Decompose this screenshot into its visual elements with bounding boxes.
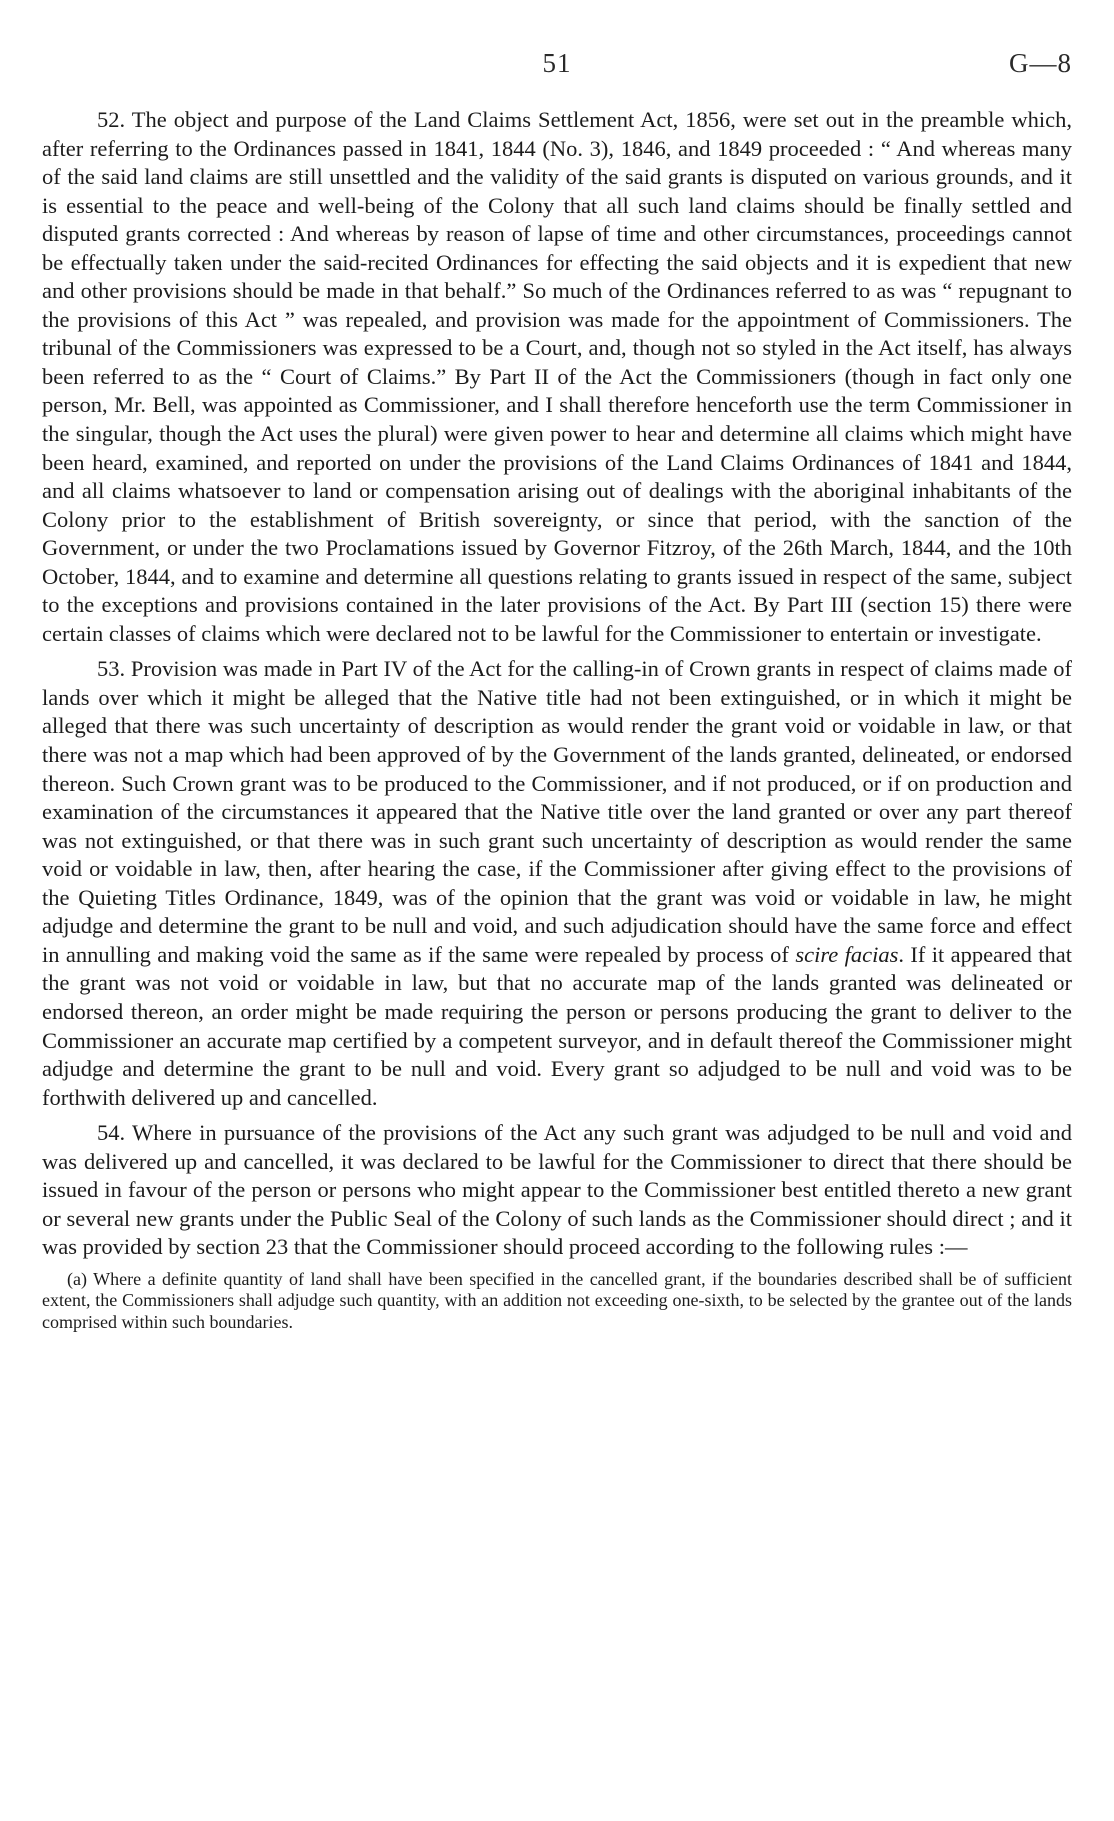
page-header xyxy=(42,48,1072,92)
paragraph-53-text-after: . If it appeared that the grant was not void or voidable in law, but that no accurate map of the lands granted was delineated or endorsed thereon, an order might be made requiring the person or persons producing the grant to deliver to the Commissioner an accurate map certified by a competent surveyor, and in default thereof the Commissioner might adjudge and determine the grant to be null and void. Every grant so adjudged to be null and void was to be forthwith delivered up and cancelled. xyxy=(42,941,1072,1110)
paragraph-53-text-before: 53. Provision was made in Part IV of the Act for the calling-in of Crown grants in respect of claims made of lands over which it might be alleged that the Native title had not been extinguished, or in which it might be alleged that there was such uncertainty of description as would render the grant void or voidable in law, or that there was not a map which had been approved of by the Government of the lands granted, delineated, or endorsed thereon. Such Crown grant was to be produced to the Commissioner, and if not produced, or if on production and examination of the circumstances it appeared that the Native title over the land granted or over any part thereof was not extinguished, or that there was in such grant such uncertainty of description as would render the same void or voidable in law, then, after hearing the case, if the Commissioner after giving effect to the provisions of the Quieting Titles Ordinance, 1849, was of the opinion that the grant was void or voidable in law, he might adjudge and determine the grant to be null and void, and such adjudication should have the same force and effect in annulling and making void the same as if the same were repealed by process of xyxy=(42,656,1072,967)
document-page xyxy=(42,48,1072,1333)
paragraph-53-latin-term: scire facias xyxy=(795,941,899,967)
paragraph-53 xyxy=(42,655,1072,1112)
paragraph-54: 54. Where in pursuance of the provisions of the Act any such grant was adjudged to be null and void and was delivered up and cancelled, it was declared to be lawful for the Commissioner to direct that there should be issued in favour of the person or persons who might appear to the Commissioner best entitled thereto a new grant or several new grants under the Public Seal of the Colony of such lands as the Commissioner should direct ; and it was provided by section 23 that the Commissioner should proceed according to the following rules :— xyxy=(42,1120,1072,1260)
page-number: 51 xyxy=(542,48,572,78)
page-reference: G—8 xyxy=(1009,48,1072,78)
rule-a: (a) Where a definite quantity of land shall have been specified in the cancelled grant, if the boundaries described shall be of sufficient extent, the Commissioners shall adjudge such quantity, with an addition not exceeding one-sixth, to be selected by the grantee out of the lands comprised within such boundaries. xyxy=(42,1268,1072,1332)
paragraph-52: 52. The object and purpose of the Land Claims Settlement Act, 1856, were set out in the preamble which, after referring to the Ordinances passed in 1841, 1844 (No. 3), 1846, and 1849 proceeded : “ And whereas many of the said land claims are still unsettled and the validity of the said grants is disputed on various grounds, and it is essential to the peace and well-being of the Colony that all such land claims should be finally settled and disputed grants corrected : And whereas by reason of lapse of time and other circumstances, proceedings cannot be effectually taken under the said-recited Ordinances for effecting the said objects and it is expedient that new and other provisions should be made in that behalf.” So much of the Ordinances referred to as was “ repugnant to the provisions of this Act ” was repealed, and provision was made for the appointment of Commissioners. The tribunal of the Commissioners was expressed to be a Court, and, though not so styled in the Act itself, has always been referred to as the “ Court of Claims.” By Part II of the Act the Commissioners (though in fact only one person, Mr. Bell, was appointed as Commissioner, and I shall therefore henceforth use the term Commissioner in the singular, though the Act uses the plural) were given power to hear and determine all claims which might have been heard, examined, and reported on under the provisions of the Land Claims Ordinances of 1841 and 1844, and all claims whatsoever to land or compensation arising out of dealings with the aboriginal inhabitants of the Colony prior to the establishment of British sovereignty, or since that period, with the sanction of the Government, or under the two Proclamations issued by Governor Fitzroy, of the 26th March, 1844, and the 10th October, 1844, and to examine and determine all questions relating to grants issued in respect of the same, subject to the exceptions and provisions contained in the later provisions of the Act. By Part III (section 15) there were certain classes of claims which were declared not to be lawful for the Commissioner to entertain or investigate. xyxy=(42,107,1072,646)
